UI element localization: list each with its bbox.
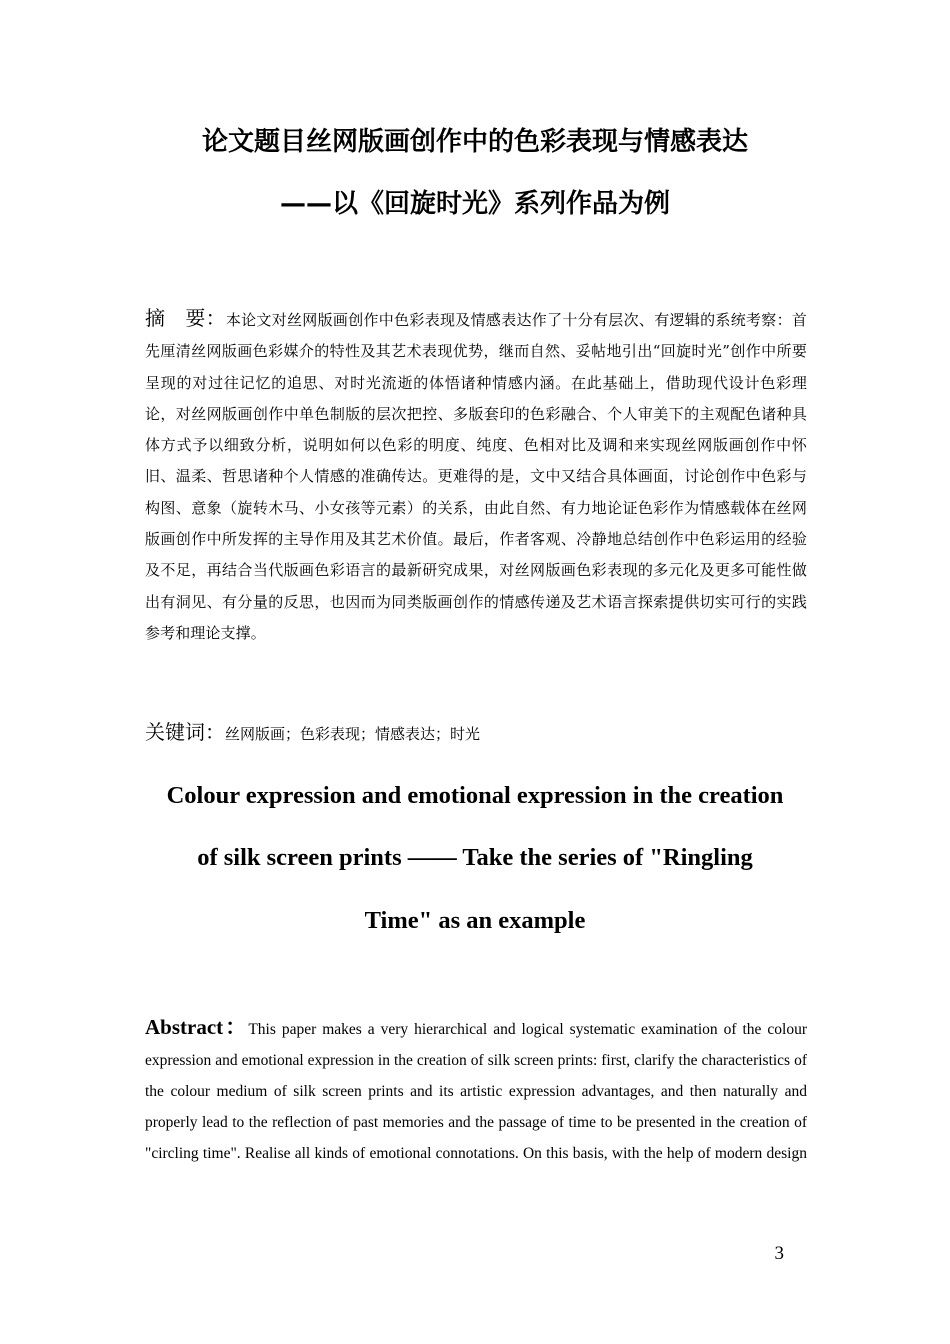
chinese-abstract-text: 本论文对丝网版画创作中色彩表现及情感表达作了十分有层次、有逻辑的系统考察：首先厘清丝网版画色彩媒介的特性及其艺术表现优势，继而自然、妥帖地引出“回旋时光”创作中所要呈现的对过往记忆的追思、对时光流逝的体悟诸种情感内涵。在此基础上，借助现代设计色彩理论，对丝网版画创作中单色制版的层次把控、多版套印的色彩融合、个人审美下的主观配色诸种具体方式予以细致分析，说明如何以色彩的明度、纯度、色相对比及调和来实现丝网版画创作中怀旧、温柔、哲思诸种个人情感的准确传达。更难得的是，文中又结合具体画面，讨论创作中色彩与构图、意象（旋转木马、小女孩等元素）的关系，由此自然、有力地论证色彩作为情感载体在丝网版画创作中所发挥的主导作用及其艺术价值。最后，作者客观、冷静地总结创作中色彩运用的经验及不足，再结合当代版画色彩语言的最新研究成果，对丝网版画色彩表现的多元化及更多可能性做出有洞见、有分量的反思，也因而为同类版画创作的情感传递及艺术语言探索提供切实可行的实践参考和理论支撑。 — [145, 311, 808, 642]
english-title-line-2: of silk screen prints —— Take the series of "Ringling — [197, 844, 753, 871]
english-abstract — [145, 1012, 807, 1207]
page-number: 3 — [774, 1243, 784, 1264]
chinese-keywords — [145, 716, 807, 750]
chinese-keywords-text: 丝网版画；色彩表现；情感表达；时光 — [225, 725, 481, 743]
chinese-abstract-label: 摘 要： — [145, 306, 226, 330]
english-abstract-label: Abstract： — [145, 1015, 249, 1039]
chinese-keywords-label: 关键词： — [145, 720, 225, 744]
chinese-title-line-2: ——以《回旋时光》系列作品为例 — [279, 189, 670, 219]
english-abstract-text: This paper makes a very hierarchical and logical systematic examination of the colour expression and emotional expression in the creation of silk screen prints: first, clarify the characteristics of the colour medium of silk screen prints and its artistic expression advantages, and then naturally and properly lead to the reflection of past memories and the passage of time to be presented in the creation of "circling time". Realise all kinds of emotional connotations. On this basis, with the help of modern design — [145, 1021, 807, 1162]
english-title-line-3: Time" as an example — [364, 907, 586, 934]
english-title-line-1: Colour expression and emotional expression in the creation — [166, 782, 784, 809]
chinese-title-line-1: 论文题目丝网版画创作中的色彩表现与情感表达 — [201, 127, 748, 157]
chinese-abstract — [145, 303, 807, 649]
